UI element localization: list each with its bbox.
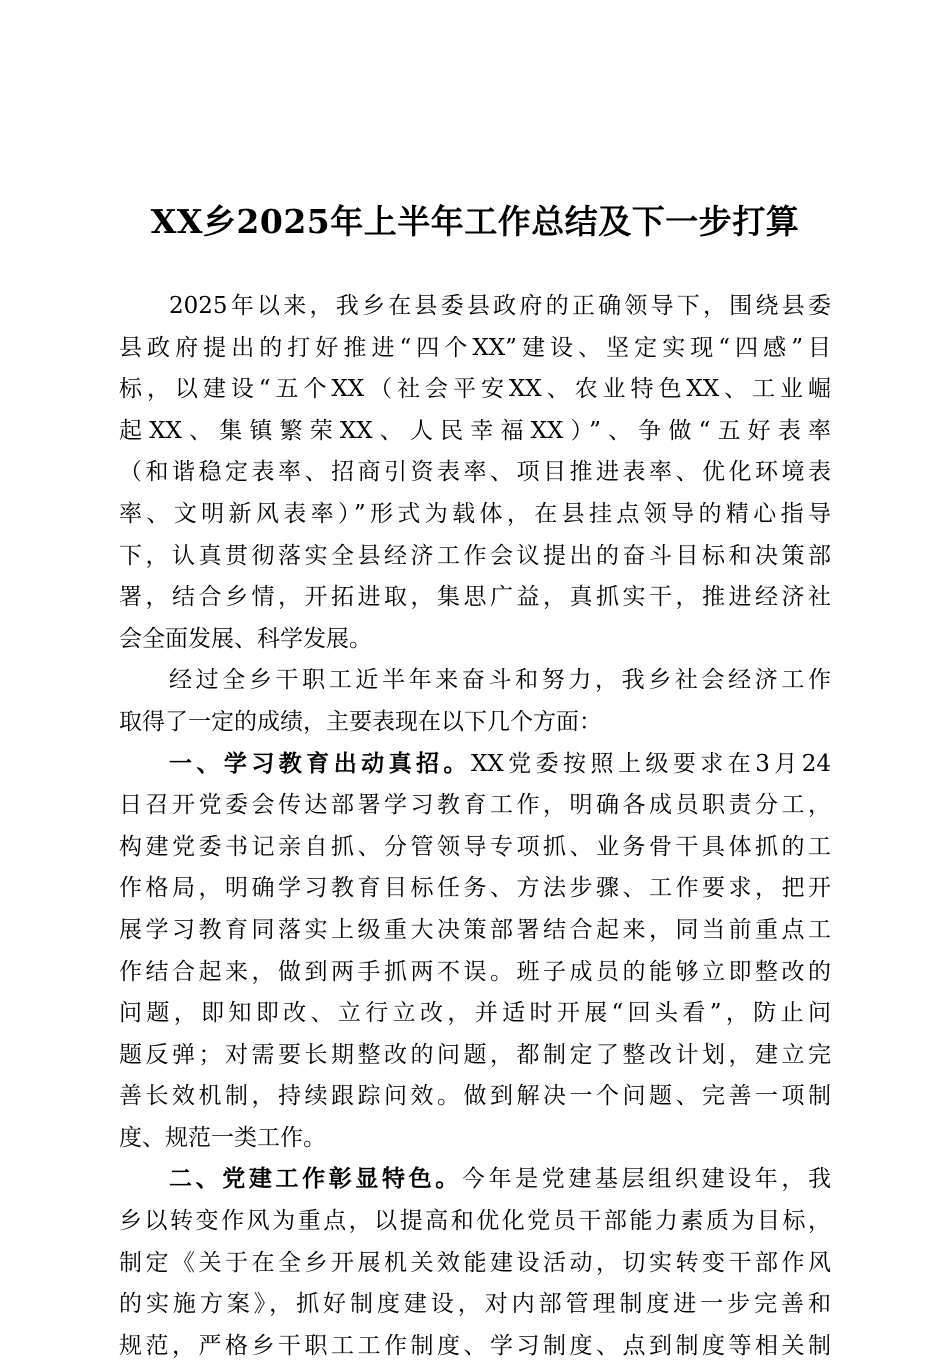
paragraph-2-line-2: 取得了一定的成绩，主要表现在以下几个方面： [119,708,602,735]
paragraph-1-line-7: 下，认真贯彻落实全县经济工作会议提出的奋斗目标和决策部 [119,542,831,569]
paragraph-1-line-3: 标，以建设“五个XX（社会平安XX、农业特色XX、工业崛 [119,376,831,403]
document-title: XX乡2025年上半年工作总结及下一步打算 [150,202,800,241]
paragraph-1-line-2: 县政府提出的打好推进“四个XX”建设、坚定实现“四感”目 [119,334,831,361]
paragraph-4-line-4: 的实施方案》，抓好制度建设，对内部管理制度进一步完善和 [119,1291,831,1318]
paragraph-3-line-1-text: XX党委按照上级要求在3月24 [470,750,831,777]
paragraph-4-line-3: 制定《关于在全乡开展机关效能建设活动，切实转变干部作风 [119,1249,831,1276]
document-body [119,286,831,1367]
paragraph-2-line-1: 经过全乡干职工近半年来奋斗和努力，我乡社会经济工作 [169,667,831,694]
paragraph-1-line-5: （和谐稳定表率、招商引资表率、项目推进表率、优化环境表 [119,459,831,486]
paragraph-3-line-5: 展学习教育同落实上级重大决策部署结合起来，同当前重点工 [119,916,831,943]
paragraph-4-line-2: 乡以转变作风为重点，以提高和优化党员干部能力素质为目标， [119,1208,831,1235]
paragraph-4-line-5: 规范，严格乡干职工工作制度、学习制度、点到制度等相关制 [119,1332,831,1359]
paragraph-1-line-9: 会全面发展、科学发展。 [119,625,372,652]
paragraph-1-line-6: 率、文明新风表率）”形式为载体，在县挂点领导的精心指导 [119,500,831,527]
paragraph-3-line-3: 构建党委书记亲自抓、分管领导专项抓、业务骨干具体抓的工 [119,833,831,860]
paragraph-3-line-8: 题反弹；对需要长期整改的问题，都制定了整改计划，建立完 [119,1041,831,1068]
paragraph-1-line-4: 起XX、集镇繁荣XX、人民幸福XX）”、争做“五好表率 [119,417,831,444]
paragraph-3-line-2: 日召开党委会传达部署学习教育工作，明确各成员职责分工， [119,792,831,819]
paragraph-1-line-1: 2025年以来，我乡在县委县政府的正确领导下，围绕县委 [169,293,831,319]
paragraph-1-line-8: 署，结合乡情，开拓进取，集思广益，真抓实干，推进经济社 [119,584,831,611]
section-heading-1: 一、学习教育出动真招。 [169,750,471,777]
paragraph-3-line-10: 度、规范一类工作。 [119,1124,326,1151]
paragraph-3-line-9: 善长效机制，持续跟踪问效。做到解决一个问题、完善一项制 [119,1083,831,1110]
paragraph-3-line-4: 作格局，明确学习教育目标任务、方法步骤、工作要求，把开 [119,875,831,902]
paragraph-4-line-1 [119,1159,831,1201]
section-heading-2: 二、党建工作彰显特色。 [169,1166,462,1193]
paragraph-4-line-1-text: 今年是党建基层组织建设年，我 [461,1166,831,1193]
paragraph-3-line-6: 作结合起来，做到两手抓两不误。班子成员的能够立即整改的 [119,958,831,985]
paragraph-3-line-7: 问题，即知即改、立行立改，并适时开展“回头看”，防止问 [119,1000,831,1027]
paragraph-3-line-1 [119,744,831,786]
